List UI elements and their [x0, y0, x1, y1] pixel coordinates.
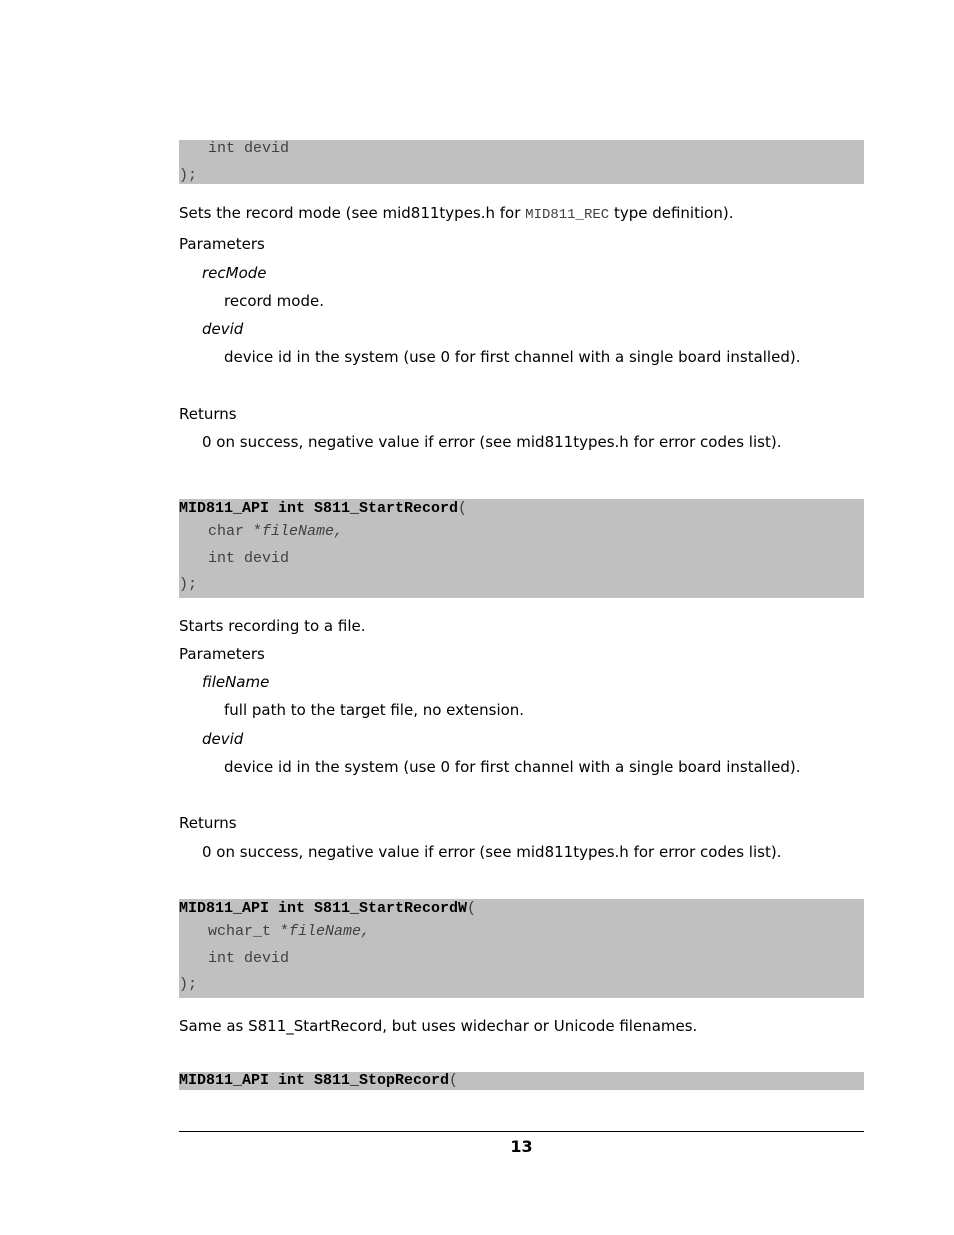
param-desc: device id in the system (use 0 for first channel with a single board installed). — [224, 348, 801, 366]
param-name: recMode — [202, 264, 267, 282]
footer-divider — [179, 1131, 864, 1132]
description-text: Sets the record mode (see mid811types.h for — [179, 204, 526, 222]
code-line: ); — [179, 576, 198, 593]
param-type: char * — [208, 523, 263, 540]
paren: ( — [467, 900, 477, 917]
param-ident: fileName, — [289, 923, 371, 940]
param-ident: fileName, — [262, 523, 344, 540]
description-text: type definition). — [609, 204, 734, 222]
param-desc: device id in the system (use 0 for first channel with a single board installed). — [224, 758, 801, 776]
document-page — [179, 140, 864, 1090]
code-block-startrecordw — [179, 899, 864, 998]
function-signature: MID811_API int S811_StartRecordW — [179, 900, 468, 917]
description: Same as S811_StartRecord, but uses widechar or Unicode filenames. — [179, 1017, 698, 1035]
returns-text: 0 on success, negative value if error (see mid811types.h for error codes list). — [202, 843, 782, 861]
code-line: int devid — [208, 950, 290, 967]
page-number: 13 — [510, 1137, 533, 1156]
code-block-setrecmode-tail — [179, 140, 864, 184]
returns-heading: Returns — [179, 405, 237, 423]
code-signature — [179, 1072, 864, 1090]
paren: ( — [449, 1072, 459, 1089]
code-line: int devid — [208, 550, 290, 567]
params-heading: Parameters — [179, 235, 265, 253]
param-name: devid — [202, 320, 244, 338]
code-line — [179, 918, 864, 945]
code-line: int devid — [208, 140, 290, 157]
param-desc: full path to the target file, no extension. — [224, 701, 525, 719]
code-line: ); — [179, 976, 198, 993]
code-line: ); — [179, 167, 198, 184]
description — [179, 203, 864, 225]
paren: ( — [458, 500, 468, 517]
params-heading: Parameters — [179, 645, 265, 663]
function-signature: MID811_API int S811_StartRecord — [179, 500, 459, 517]
param-name: fileName — [202, 673, 270, 691]
returns-heading: Returns — [179, 814, 237, 832]
code-line — [179, 518, 864, 545]
description: Starts recording to a file. — [179, 617, 366, 635]
param-desc: record mode. — [224, 292, 324, 310]
code-block-startrecord — [179, 499, 864, 598]
param-type: wchar_t * — [208, 923, 290, 940]
param-name: devid — [202, 730, 244, 748]
code-signature — [179, 899, 864, 918]
function-signature: MID811_API int S811_StopRecord — [179, 1072, 450, 1089]
inline-code: MID811_REC — [525, 207, 610, 223]
returns-text: 0 on success, negative value if error (see mid811types.h for error codes list). — [202, 433, 782, 451]
code-block-stoprecord — [179, 1072, 864, 1090]
code-signature — [179, 499, 864, 518]
